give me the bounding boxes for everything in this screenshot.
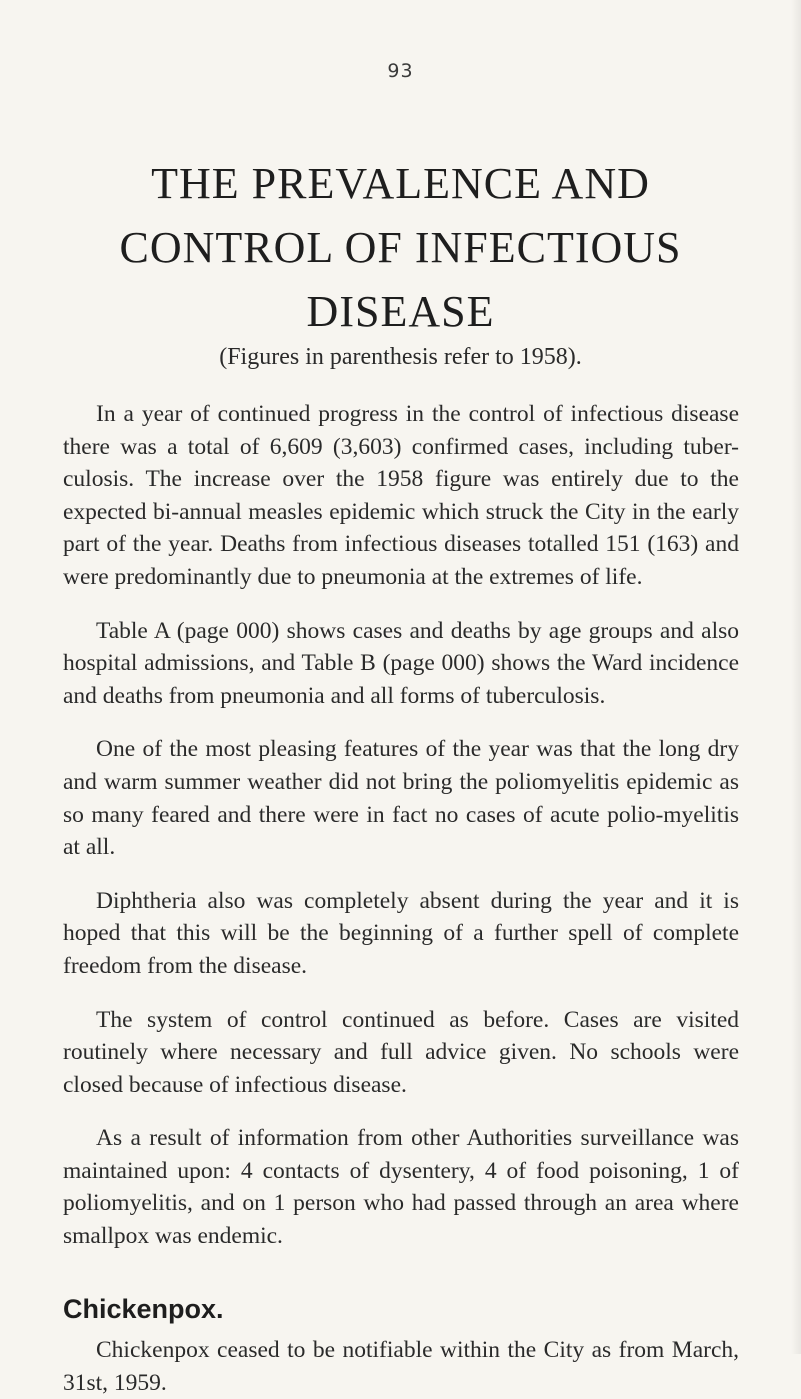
page-title bbox=[60, 152, 741, 344]
paragraph-tables: Table A (page 000) shows cases and deaths by age groups and also hospital admissions, and Table B (page 000) shows the Ward incidence and deaths from pneumonia and all forms of tuberculosis. bbox=[63, 617, 739, 709]
subtitle-note: (Figures in parenthesis refer to 1958). bbox=[219, 344, 582, 370]
paragraph-surveillance: As a result of information from other Authorities surveillance was maintained upon: 4 contacts of dysentery, 4 of food poisoning, 1 of poliomyelitis, and on 1 person who had passed through an area where smallpox was endemic. bbox=[63, 1125, 739, 1250]
body-text bbox=[63, 398, 739, 1274]
section-heading-chickenpox: Chickenpox. bbox=[63, 1294, 224, 1324]
title-line-3: DISEASE bbox=[306, 287, 495, 336]
paragraph-control-system: The system of control continued as before. Cases are visited routinely where necessary and full advice given. No schools were closed because of infectious disease. bbox=[63, 1006, 739, 1098]
section-text-chickenpox: Chickenpox ceased to be notifiable within the City as from March, 31st, 1959. bbox=[63, 1337, 739, 1396]
page-edge-shadow bbox=[791, 0, 801, 1354]
title-line-2: CONTROL OF INFECTIOUS bbox=[119, 223, 682, 272]
paragraph-diphtheria: Diphtheria also was completely absent during the year and it is hoped that this will be the beginning of a further spell of complete freedom from the disease. bbox=[63, 887, 739, 979]
page-number: 93 bbox=[387, 60, 414, 82]
title-line-1: THE PREVALENCE AND bbox=[151, 159, 650, 208]
paragraph-poliomyelitis: One of the most pleasing features of the year was that the long dry and warm summer weather did not bring the poliomyelitis epidemic as so many feared and there were in fact no cases of acute polio-myelitis at all. bbox=[63, 736, 739, 861]
paragraph-overview: In a year of continued progress in the control of infectious disease there was a total of 6,609 (3,603) confirmed cases, including tuber-culosis. The increase over the 1958 figure was entirely due to the expected bi-annual measles epidemic which struck the City in the early part of the year. Deaths from infectious diseases totalled 151 (163) and were predominantly due to pneumonia at the extremes of life. bbox=[63, 401, 739, 590]
